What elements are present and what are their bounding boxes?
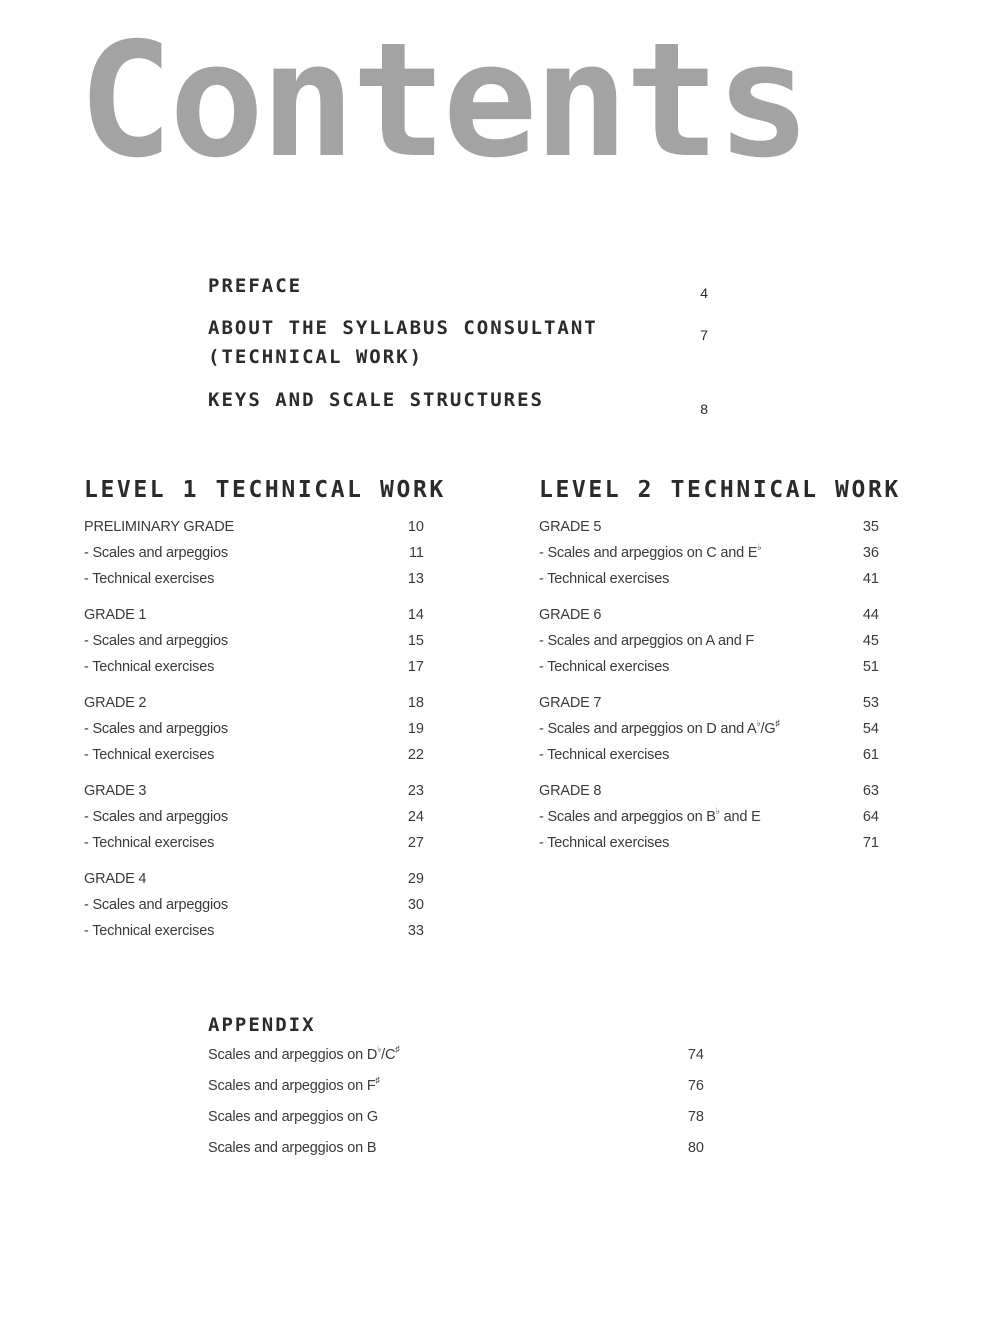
appendix-entry[interactable] bbox=[208, 1075, 704, 1094]
level2-heading: LEVEL 2 TECHNICAL WORK bbox=[539, 477, 901, 503]
toc-entry-page: 35 bbox=[862, 519, 879, 535]
toc-entry-page: 13 bbox=[407, 571, 424, 587]
toc-entry-page: 18 bbox=[407, 695, 424, 711]
toc-entry-label: - Scales and arpeggios bbox=[84, 633, 228, 649]
toc-entry-label: - Technical exercises bbox=[84, 835, 215, 851]
toc-entry-page: 36 bbox=[862, 545, 879, 561]
toc-entry-page: 17 bbox=[407, 659, 424, 675]
toc-entry-page: 19 bbox=[407, 721, 424, 737]
toc-grade-entry[interactable] bbox=[84, 519, 424, 535]
toc-entry-page: 78 bbox=[687, 1109, 704, 1125]
appendix-heading: APPENDIX bbox=[208, 1014, 316, 1036]
toc-entry-page: 27 bbox=[407, 835, 424, 851]
toc-subentry[interactable] bbox=[84, 747, 424, 763]
toc-entry-label: PREFACE bbox=[208, 275, 303, 297]
toc-entry-label: - Scales and arpeggios bbox=[84, 809, 228, 825]
toc-entry-label-continued: (TECHNICAL WORK) bbox=[208, 346, 424, 368]
toc-entry-label: - Technical exercises bbox=[539, 571, 670, 587]
toc-subentry[interactable] bbox=[539, 806, 879, 825]
toc-entry-label: - Scales and arpeggios on A and F bbox=[539, 633, 755, 649]
toc-entry-page: 23 bbox=[407, 783, 424, 799]
toc-entry-label: PRELIMINARY GRADE bbox=[84, 519, 234, 535]
appendix-entry[interactable] bbox=[208, 1109, 704, 1125]
toc-subentry[interactable] bbox=[84, 659, 424, 675]
toc-entry-preface[interactable] bbox=[208, 272, 708, 301]
toc-subentry[interactable] bbox=[84, 923, 424, 939]
appendix-entry[interactable] bbox=[208, 1044, 704, 1063]
toc-entry-page: 15 bbox=[407, 633, 424, 649]
toc-entry-label: GRADE 6 bbox=[539, 607, 602, 623]
toc-grade-entry[interactable] bbox=[539, 695, 879, 711]
accidental-sign: ♯ bbox=[375, 1075, 380, 1086]
toc-subentry[interactable] bbox=[84, 545, 424, 561]
toc-entry-page: 45 bbox=[862, 633, 879, 649]
accidental-sign: ♭ bbox=[757, 542, 762, 553]
toc-grade-entry[interactable] bbox=[84, 607, 424, 623]
toc-grade-entry[interactable] bbox=[84, 871, 424, 887]
toc-grade-entry[interactable] bbox=[84, 695, 424, 711]
toc-entry-label: - Scales and arpeggios bbox=[84, 545, 228, 561]
toc-entry-label: - Technical exercises bbox=[84, 659, 215, 675]
toc-entry-label: - Technical exercises bbox=[84, 571, 215, 587]
toc-entry-label: - Technical exercises bbox=[539, 747, 670, 763]
toc-subentry[interactable] bbox=[539, 747, 879, 763]
toc-entry-label: - Scales and arpeggios bbox=[84, 721, 228, 737]
toc-entry-page: 8 bbox=[700, 401, 708, 417]
toc-entry-label: - Technical exercises bbox=[84, 923, 215, 939]
toc-grade-entry[interactable] bbox=[539, 607, 879, 623]
toc-entry-label: - Technical exercises bbox=[539, 835, 670, 851]
toc-entry-label: - Technical exercises bbox=[539, 659, 670, 675]
accidental-sign: ♭ bbox=[756, 718, 761, 729]
toc-entry-page: 7 bbox=[700, 327, 708, 343]
toc-subentry[interactable] bbox=[84, 633, 424, 649]
toc-entry-page: 41 bbox=[862, 571, 879, 587]
toc-entry-page: 10 bbox=[407, 519, 424, 535]
toc-entry-page: 22 bbox=[407, 747, 424, 763]
toc-entry-label: Scales and arpeggios on G bbox=[208, 1109, 378, 1125]
toc-entry-label: - Scales and arpeggios on D and A♭/G♯ bbox=[539, 718, 780, 737]
toc-subentry[interactable] bbox=[84, 571, 424, 587]
toc-subentry[interactable] bbox=[539, 633, 879, 649]
toc-entry-label: KEYS AND SCALE STRUCTURES bbox=[208, 389, 544, 411]
toc-entry-page: 53 bbox=[862, 695, 879, 711]
toc-entry-label: - Scales and arpeggios bbox=[84, 897, 228, 913]
toc-entry-page: 11 bbox=[408, 545, 424, 561]
toc-entry-page: 74 bbox=[687, 1047, 704, 1063]
toc-entry-syllabus-consultant[interactable] bbox=[208, 314, 708, 372]
toc-entry-page: 71 bbox=[862, 835, 879, 851]
toc-entry-page: 51 bbox=[862, 659, 879, 675]
toc-entry-page: 30 bbox=[407, 897, 424, 913]
toc-subentry[interactable] bbox=[84, 835, 424, 851]
level1-heading: LEVEL 1 TECHNICAL WORK bbox=[84, 477, 446, 503]
toc-entry-label: - Scales and arpeggios on C and E♭ bbox=[539, 542, 762, 561]
toc-entry-label: Scales and arpeggios on B bbox=[208, 1140, 377, 1156]
toc-entry-label: ABOUT THE SYLLABUS CONSULTANT bbox=[208, 317, 598, 339]
toc-entry-page: 44 bbox=[862, 607, 879, 623]
toc-entry-page: 24 bbox=[407, 809, 424, 825]
toc-entry-page: 29 bbox=[407, 871, 424, 887]
toc-entry-label: GRADE 8 bbox=[539, 783, 602, 799]
toc-entry-page: 64 bbox=[862, 809, 879, 825]
toc-subentry[interactable] bbox=[539, 835, 879, 851]
toc-entry-page: 63 bbox=[862, 783, 879, 799]
toc-entry-page: 33 bbox=[407, 923, 424, 939]
toc-subentry[interactable] bbox=[84, 809, 424, 825]
toc-subentry[interactable] bbox=[539, 542, 879, 561]
toc-entry-page: 61 bbox=[862, 747, 879, 763]
appendix-entry[interactable] bbox=[208, 1140, 704, 1156]
toc-subentry[interactable] bbox=[84, 721, 424, 737]
toc-entry-page: 76 bbox=[687, 1078, 704, 1094]
page-title: Contents bbox=[78, 9, 807, 193]
toc-entry-page: 54 bbox=[862, 721, 879, 737]
toc-entry-label: Scales and arpeggios on D♭/C♯ bbox=[208, 1044, 400, 1063]
toc-subentry[interactable] bbox=[539, 659, 879, 675]
toc-entry-keys-scale-structures[interactable] bbox=[208, 386, 708, 415]
toc-entry-page: 4 bbox=[700, 285, 708, 301]
toc-entry-label: GRADE 4 bbox=[84, 871, 147, 887]
accidental-sign: ♯ bbox=[395, 1044, 400, 1055]
toc-entry-label: - Scales and arpeggios on B♭ and E bbox=[539, 806, 761, 825]
toc-entry-label: GRADE 3 bbox=[84, 783, 147, 799]
toc-grade-entry[interactable] bbox=[84, 783, 424, 799]
toc-entry-label: GRADE 2 bbox=[84, 695, 147, 711]
toc-entry-label: GRADE 5 bbox=[539, 519, 602, 535]
toc-subentry[interactable] bbox=[84, 897, 424, 913]
accidental-sign: ♯ bbox=[775, 718, 780, 729]
toc-entry-label: - Technical exercises bbox=[84, 747, 215, 763]
accidental-sign: ♭ bbox=[715, 806, 720, 817]
accidental-sign: ♭ bbox=[377, 1044, 382, 1055]
toc-entry-page: 80 bbox=[687, 1140, 704, 1156]
toc-subentry[interactable] bbox=[539, 571, 879, 587]
toc-entry-label: GRADE 1 bbox=[84, 607, 147, 623]
toc-subentry[interactable] bbox=[539, 718, 879, 737]
toc-grade-entry[interactable] bbox=[539, 783, 879, 799]
toc-grade-entry[interactable] bbox=[539, 519, 879, 535]
toc-entry-label: Scales and arpeggios on F♯ bbox=[208, 1075, 380, 1094]
toc-entry-label: GRADE 7 bbox=[539, 695, 602, 711]
toc-entry-page: 14 bbox=[407, 607, 424, 623]
